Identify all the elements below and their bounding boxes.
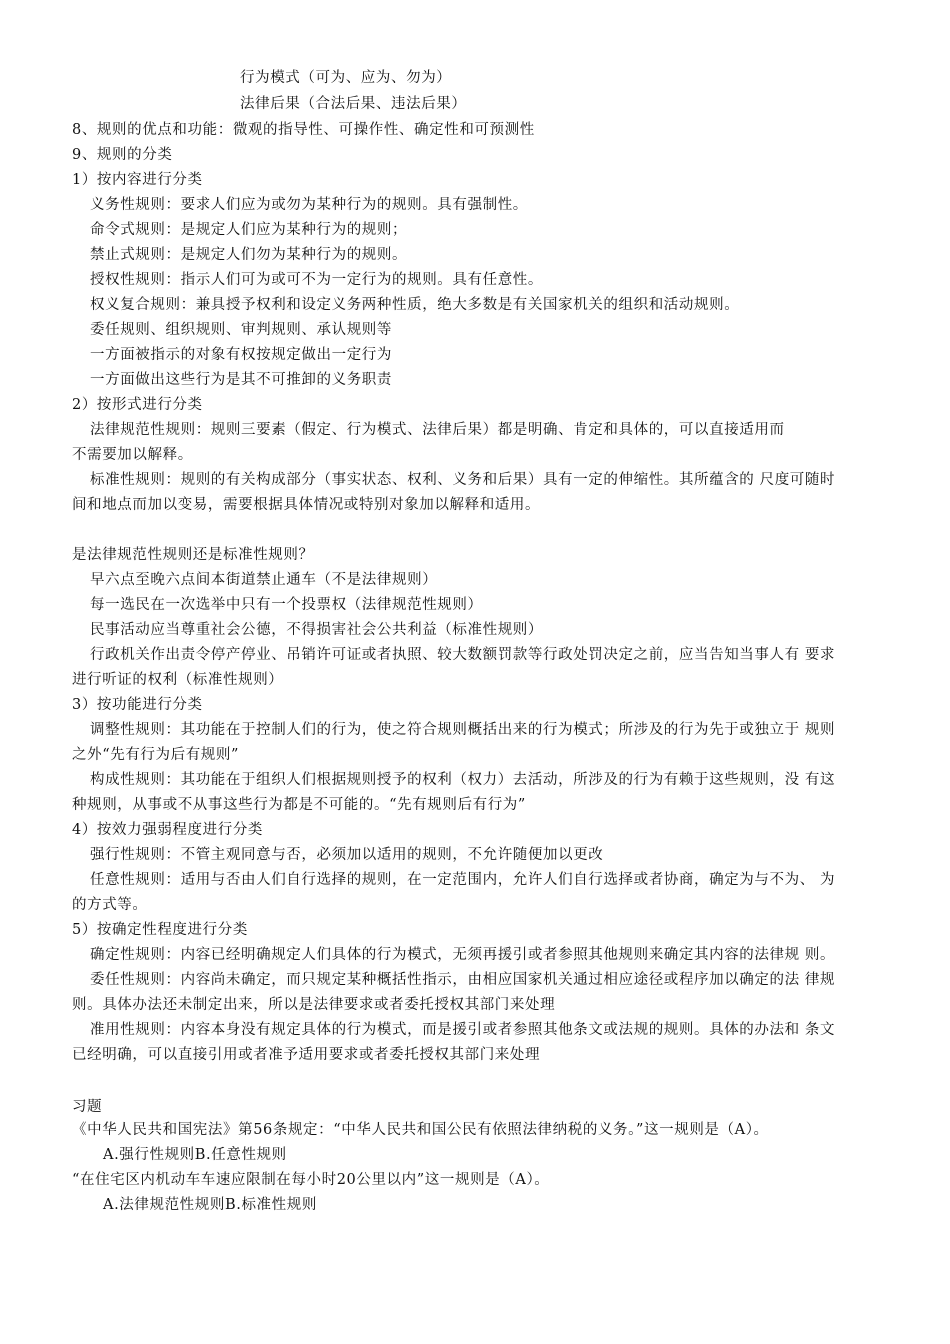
- text-line: 则。具体办法还未制定出来，所以是法律要求或者委托授权其部门来处理: [72, 997, 556, 1013]
- text-line: 的方式等。: [72, 897, 148, 913]
- text-line: 委任规则、组织规则、审判规则、承认规则等: [90, 322, 392, 338]
- text-line: 种规则，从事或不从事这些行为都是不可能的。“先有规则后有行为”: [72, 797, 526, 813]
- exercise-options: A.法律规范性规则B.标准性规则: [103, 1197, 317, 1213]
- text-line: 命令式规则：是规定人们应为某种行为的规则；: [90, 222, 408, 238]
- exercise-question: 《中华人民共和国宪法》第56条规定：“中华人民共和国公民有依照法律纳税的义务。”这一规则是（A）。: [72, 1122, 769, 1138]
- text-line: 民事活动应当尊重社会公德，不得损害社会公共利益（标准性规则）: [90, 622, 543, 638]
- text-line: 一方面被指示的对象有权按规定做出一定行为: [90, 347, 392, 363]
- text-line: 准用性规则：内容本身没有规定具体的行为模式，而是援引或者参照其他条文或法规的规则。具体的办法和 条文: [90, 1022, 836, 1038]
- text-line: 确定性规则：内容已经明确规定人们具体的行为模式，无须再援引或者参照其他规则来确定其内容的法律规 则。: [90, 947, 836, 963]
- text-line: 强行性规则：不管主观同意与否，必须加以适用的规则，不允许随便加以更改: [90, 847, 604, 863]
- subsection-heading: 1）按内容进行分类: [72, 172, 203, 188]
- text-line: 之外“先有行为后有规则”: [72, 747, 240, 763]
- text-line: 禁止式规则：是规定人们勿为某种行为的规则。: [90, 247, 408, 263]
- text-line: 行政机关作出责令停产停业、吊销许可证或者执照、较大数额罚款等行政处罚决定之前，应当告知当事人有 要求: [90, 647, 836, 663]
- subsection-heading: 4）按效力强弱程度进行分类: [72, 822, 264, 838]
- subsection-heading: 2）按形式进行分类: [72, 397, 203, 413]
- text-line: 标准性规则：规则的有关构成部分（事实状态、权利、义务和后果）具有一定的伸缩性。其所蕴含的 尺度可随时: [90, 472, 836, 488]
- text-line: 权义复合规则：兼具授予权利和设定义务两种性质，绝大多数是有关国家机关的组织和活动规则。: [90, 297, 740, 313]
- text-line: 法律后果（合法后果、违法后果）: [240, 96, 467, 112]
- text-line: 构成性规则：其功能在于组织人们根据规则授予的权利（权力）去活动，所涉及的行为有赖于这些规则，没 有这: [90, 772, 836, 788]
- exercise-options: A.强行性规则B.任意性规则: [103, 1147, 287, 1163]
- text-line: 法律规范性规则：规则三要素（假定、行为模式、法律后果）都是明确、肯定和具体的，可以直接适用而: [90, 422, 785, 438]
- subsection-heading: 3）按功能进行分类: [72, 697, 203, 713]
- text-line: 间和地点而加以变易，需要根据具体情况或特别对象加以解释和适用。: [72, 497, 541, 513]
- text-line: 授权性规则：指示人们可为或可不为一定行为的规则。具有任意性。: [90, 272, 543, 288]
- text-line: 行为模式（可为、应为、勿为）: [240, 70, 452, 86]
- section-heading: 9、规则的分类: [72, 147, 173, 163]
- text-line: 任意性规则：适用与否由人们自行选择的规则，在一定范围内，允许人们自行选择或者协商，确定为与不为、 为: [90, 872, 836, 888]
- text-line: 一方面做出这些行为是其不可推卸的义务职责: [90, 372, 392, 388]
- text-line: 调整性规则：其功能在于控制人们的行为，使之符合规则概括出来的行为模式；所涉及的行为先于或独立于 规则: [90, 722, 836, 738]
- text-line: 不需要加以解释。: [72, 447, 193, 463]
- text-line: 进行听证的权利（标准性规则）: [72, 672, 284, 688]
- text-line: 委任性规则：内容尚未确定，而只规定某种概括性指示，由相应国家机关通过相应途径或程序加以确定的法 律规: [90, 972, 836, 988]
- text-line: 已经明确，可以直接引用或者准予适用要求或者委托授权其部门来处理: [72, 1047, 541, 1063]
- text-line: 每一选民在一次选举中只有一个投票权（法律规范性规则）: [90, 597, 483, 613]
- exercise-heading: 习题: [72, 1099, 103, 1115]
- question-heading: 是法律规范性规则还是标准性规则？: [72, 547, 314, 563]
- text-line: 早六点至晚六点间本街道禁止通车（不是法律规则）: [90, 572, 438, 588]
- section-heading: 8、规则的优点和功能：微观的指导性、可操作性、确定性和可预测性: [72, 122, 535, 138]
- text-line: 义务性规则：要求人们应为或勿为某种行为的规则。具有强制性。: [90, 197, 528, 213]
- exercise-question: “在住宅区内机动车车速应限制在每小时20公里以内”这一规则是（A）。: [72, 1172, 550, 1188]
- subsection-heading: 5）按确定性程度进行分类: [72, 922, 248, 938]
